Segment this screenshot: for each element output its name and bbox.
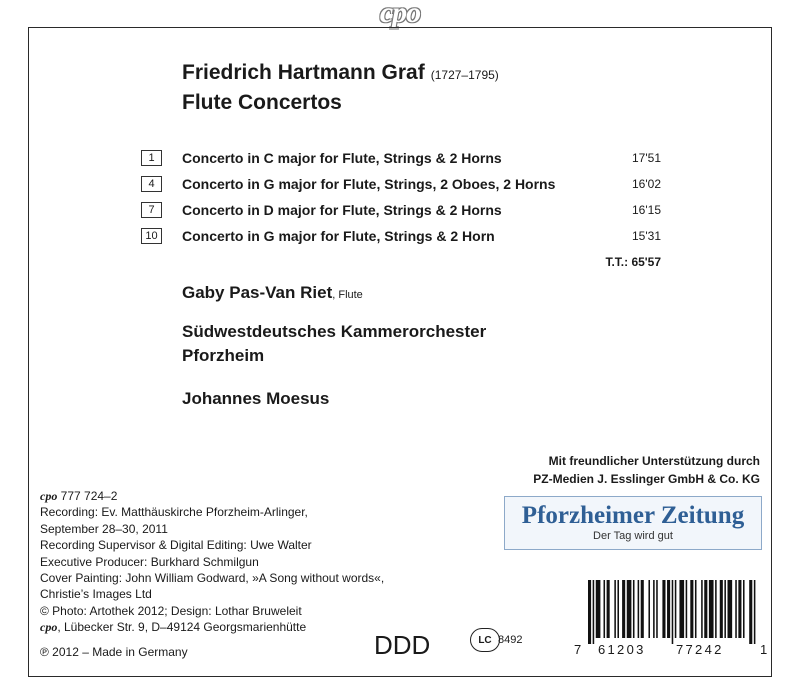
ddd-mark: DDD [374, 630, 431, 660]
address-line [40, 619, 340, 635]
track-row [141, 199, 661, 221]
barcode-bar [690, 580, 693, 638]
performer-role: , Flute [332, 289, 363, 301]
credit-line: Cover Painting: John William Godward, »A Song without words«, [40, 571, 385, 586]
barcode-digit-first: 7 [574, 642, 582, 657]
catalog-number: 777 724–2 [57, 489, 118, 503]
support-line: PZ-Medien J. Esslinger GmbH & Co. KG [533, 472, 760, 486]
track-duration: 16'02 [632, 177, 661, 191]
track-title: Concerto in C major for Flute, Strings & 2 Horns [182, 150, 502, 166]
sponsor-name: Pforzheimer Zeitung [521, 502, 745, 529]
track-title: Concerto in D major for Flute, Strings & 2 Horns [182, 202, 502, 218]
barcode-bar [728, 580, 733, 638]
barcode-bar [672, 580, 674, 644]
track-title: Concerto in G major for Flute, Strings & 2 Horn [182, 228, 495, 244]
credits-block [40, 488, 385, 660]
barcode-bar [701, 580, 703, 638]
track-duration: 16'15 [632, 203, 661, 217]
barcode-bar [614, 580, 616, 638]
label-code-prefix: LC [470, 628, 500, 652]
barcode-bar [686, 580, 688, 638]
track-number: 4 [141, 176, 162, 192]
barcode-digits-right: 77242 [676, 642, 724, 657]
sponsor-logo [504, 496, 762, 550]
composer-line [182, 61, 499, 85]
credit-line: Recording: Ev. Matthäuskirche Pforzheim-Arlinger, [40, 505, 308, 520]
track-number: 7 [141, 202, 162, 218]
support-line: Mit freundlicher Unterstützung durch [548, 454, 760, 468]
barcode-bar [633, 580, 635, 638]
barcode-bar [754, 580, 756, 644]
barcode-bar [588, 580, 591, 644]
performer-line [182, 283, 363, 303]
barcode-bar [641, 580, 644, 638]
address-text: , Lübecker Str. 9, D–49124 Georgsmarienhütte [57, 620, 307, 635]
sponsor-slogan: Der Tag wird gut [593, 530, 673, 542]
barcode-bar [738, 580, 741, 638]
barcode-bar [720, 580, 723, 638]
track-number: 1 [141, 150, 162, 166]
track-row [141, 147, 661, 169]
label-code [470, 628, 522, 656]
barcode-bar [638, 580, 640, 638]
barcode-bar [749, 580, 752, 644]
barcode-bar [675, 580, 677, 638]
barcode-bar [743, 580, 745, 638]
barcode-bar [715, 580, 717, 638]
credit-line: September 28–30, 2011 [40, 521, 168, 536]
track-row [141, 225, 661, 247]
total-time: T.T.: 65'57 [605, 255, 661, 269]
performer-name: Gaby Pas-Van Riet [182, 283, 333, 302]
barcode-bar [735, 580, 737, 638]
credit-line: © Photo: Artothek 2012; Design: Lothar Bruweleit [40, 603, 302, 618]
barcode-bar [593, 580, 595, 644]
barcode-bar [679, 580, 684, 638]
address-label: cpo [40, 620, 58, 635]
track-number: 10 [141, 228, 162, 244]
credit-line: Christie’s Images Ltd [40, 587, 152, 602]
barcode-bar [617, 580, 619, 638]
credit-line: Recording Supervisor & Digital Editing: Uwe Walter [40, 538, 312, 553]
support-notice [533, 452, 760, 488]
orchestra-city: Pforzheim [182, 346, 265, 365]
barcode-digit-last: 1 [760, 642, 768, 657]
composer-dates: (1727–1795) [430, 68, 499, 82]
barcode-bar [709, 580, 714, 638]
barcode-bar [656, 580, 658, 638]
barcode [574, 580, 768, 657]
orchestra-name: Südwestdeutsches Kammerorchester [182, 322, 487, 341]
barcode-bar [695, 580, 697, 638]
barcode-bar [667, 580, 670, 638]
barcode-bar [596, 580, 601, 638]
composer-name: Friedrich Hartmann Graf [182, 61, 425, 84]
track-title: Concerto in G major for Flute, Strings, 2 Oboes, 2 Horns [182, 176, 556, 192]
barcode-bar [604, 580, 606, 638]
track-duration: 17'51 [632, 151, 661, 165]
track-row [141, 173, 661, 195]
barcode-bar [648, 580, 650, 638]
catalog-label: cpo [40, 489, 58, 503]
conductor-name: Johannes Moesus [182, 389, 330, 408]
catalog-line [40, 488, 340, 504]
barcode-digits-left: 61203 [598, 642, 646, 657]
barcode-bar [607, 580, 610, 638]
barcode-bar [704, 580, 707, 638]
barcode-bar [724, 580, 726, 638]
work-title: Flute Concertos [182, 91, 342, 114]
barcode-bar [653, 580, 655, 638]
track-duration: 15'31 [632, 229, 661, 243]
barcode-bar [622, 580, 625, 638]
barcode-bar [662, 580, 665, 638]
barcode-bars [588, 580, 756, 644]
barcode-bar [627, 580, 632, 638]
cpo-logo: cpo [379, 0, 421, 29]
credit-line: Executive Producer: Burkhard Schmilgun [40, 554, 259, 569]
label-code-number: 8492 [498, 634, 523, 646]
copyright-line: ℗ 2012 – Made in Germany [40, 644, 188, 659]
